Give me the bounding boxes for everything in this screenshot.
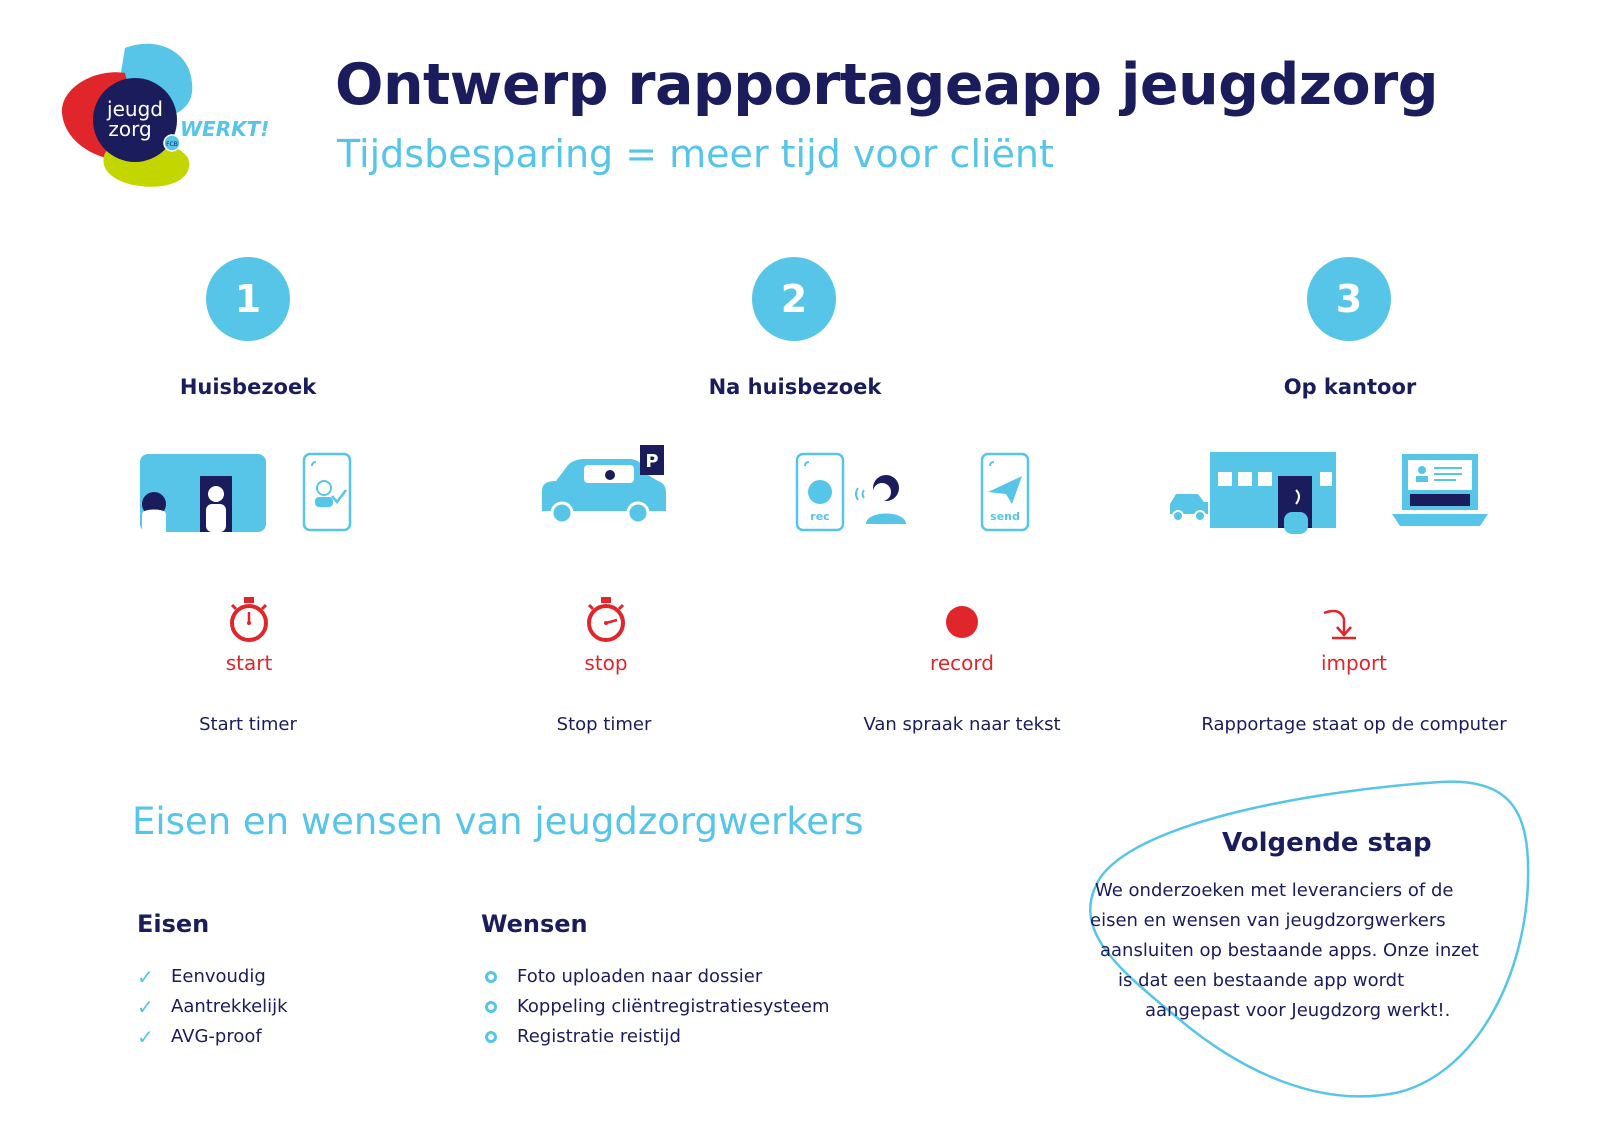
- wensen-heading: Wensen: [481, 910, 588, 938]
- next-step-line: eisen en wensen van jeugdzorgwerkers: [1090, 910, 1446, 931]
- step-number-2: 2: [752, 257, 836, 341]
- check-icon: ✓: [137, 965, 154, 989]
- logo: [50, 38, 280, 198]
- step-title-3: Op kantoor: [1283, 375, 1417, 399]
- step-number-3: 3: [1307, 257, 1391, 341]
- eisen-heading: Eisen: [137, 910, 210, 938]
- eisen-item-label: Eenvoudig: [171, 966, 266, 987]
- action-label-start: start: [225, 651, 273, 675]
- stopwatch-stop-icon: [583, 595, 629, 647]
- action-label-import: import: [1320, 651, 1388, 675]
- step-number-1: 1: [206, 257, 290, 341]
- step-title-2: Na huisbezoek: [708, 375, 882, 399]
- next-step-line: We onderzoeken met leveranciers of de: [1095, 880, 1454, 901]
- next-step-line: aansluiten op bestaande apps. Onze inzet: [1100, 940, 1479, 961]
- list-item: [485, 1022, 830, 1052]
- page-title: Ontwerp rapportageapp jeugdzorg: [335, 52, 1439, 118]
- next-step-title: Volgende stap: [1222, 828, 1432, 858]
- action-description-stop: Stop timer: [556, 714, 652, 735]
- circle-bullet-icon: [485, 1001, 497, 1013]
- list-item: [485, 962, 830, 992]
- laptop-icon: [1390, 452, 1490, 538]
- step-title-1: Huisbezoek: [179, 375, 317, 399]
- car-parking-icon: [538, 445, 670, 539]
- parking-sign-label: P: [645, 451, 659, 472]
- eisen-item-label: AVG-proof: [171, 1026, 262, 1047]
- logo-word-2: zorg: [108, 117, 152, 141]
- phone-rec-icon: [795, 452, 845, 536]
- logo-badge: FCB: [166, 141, 178, 148]
- circle-bullet-icon: [485, 971, 497, 983]
- logo-word-1: jeugd: [107, 97, 163, 121]
- list-item: [137, 992, 288, 1022]
- list-item: [485, 992, 830, 1022]
- speaking-person-icon: [852, 466, 912, 530]
- record-dot-icon: [945, 605, 979, 643]
- next-step-line: aangepast voor Jeugdzorg werkt!.: [1145, 1000, 1451, 1021]
- action-label-stop: stop: [584, 651, 628, 675]
- wensen-item-label: Foto uploaden naar dossier: [517, 966, 763, 987]
- rec-label: rec: [810, 510, 830, 523]
- page-subtitle: Tijdsbesparing = meer tijd voor cliënt: [337, 132, 1054, 176]
- phone-photo-icon: [302, 452, 352, 536]
- action-description-start: Start timer: [199, 714, 297, 735]
- wensen-list: [485, 962, 830, 1052]
- check-icon: ✓: [137, 995, 154, 1019]
- send-label: send: [990, 510, 1020, 523]
- list-item: [137, 962, 288, 992]
- import-arrow-icon: [1320, 605, 1360, 645]
- next-step-line: is dat een bestaande app wordt: [1118, 970, 1405, 991]
- list-item: [137, 1022, 288, 1052]
- requirements-heading: Eisen en wensen van jeugdzorgwerkers: [132, 800, 864, 843]
- phone-send-icon: [980, 452, 1030, 536]
- wensen-item-label: Koppeling cliëntregistratiesysteem: [517, 996, 830, 1017]
- wensen-item-label: Registratie reistijd: [517, 1026, 681, 1047]
- action-label-record: record: [930, 651, 994, 675]
- office-building-icon: [1168, 452, 1340, 538]
- action-description-import: Rapportage staat op de computer: [1201, 714, 1507, 735]
- eisen-item-label: Aantrekkelijk: [171, 996, 288, 1017]
- next-step-blob: [1060, 770, 1530, 1100]
- check-icon: ✓: [137, 1025, 154, 1049]
- action-description-record: Van spraak naar tekst: [863, 714, 1061, 735]
- eisen-list: [137, 962, 288, 1052]
- house-visit-icon: [138, 452, 268, 542]
- logo-tagline: WERKT!: [180, 117, 270, 141]
- stopwatch-start-icon: [226, 595, 272, 647]
- circle-bullet-icon: [485, 1031, 497, 1043]
